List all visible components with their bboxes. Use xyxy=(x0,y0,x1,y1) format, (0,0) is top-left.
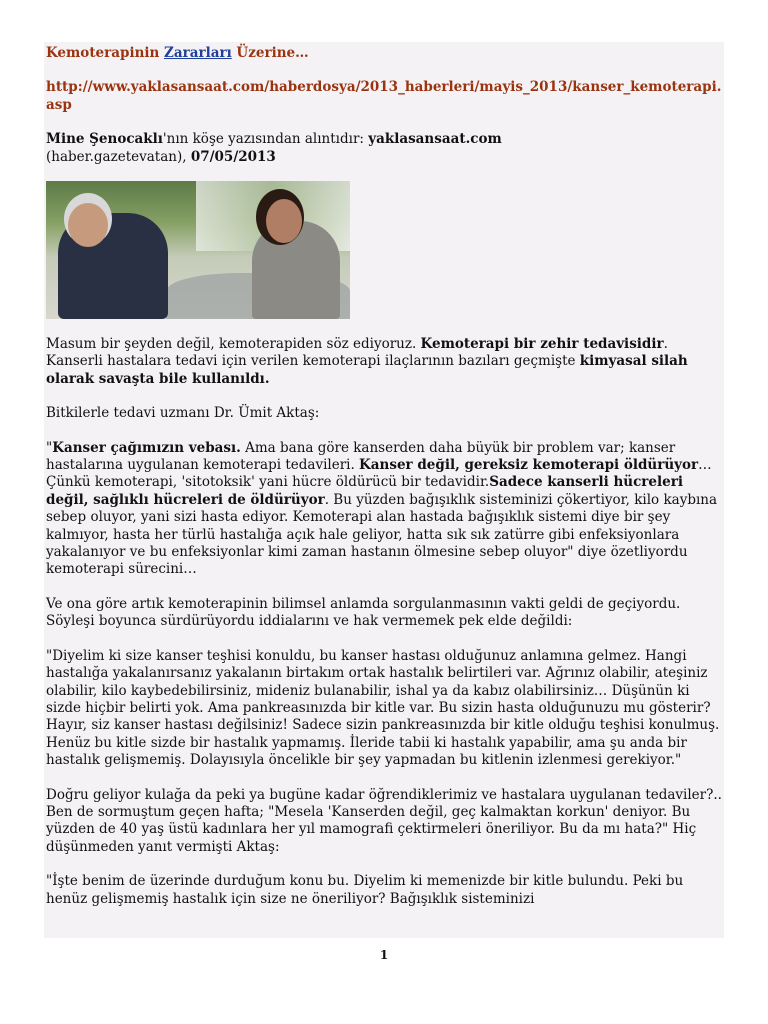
author-name: Mine Şenocaklı xyxy=(46,131,163,147)
source-url[interactable]: http://www.yaklasansaat.com/haberdosya/2013_haberleri/mayis_2013/kanser_kemoterapi.asp xyxy=(46,79,722,113)
p3-text-c: Ama bana göre kanserden daha büyük bir problem var; kanser hastalarına uygulanan kemoterapi tedavileri. xyxy=(46,439,676,474)
p3-text-e: … Çünkü kemoterapi, 'sitotoksik' yani hücre öldürücü bir tedavidir. xyxy=(46,457,712,491)
paragraph-7: "İşte benim de üzerinde durduğum konu bu. Diyelim ki memenizde bir kitle bulundu. Peki bu henüz gelişmemiş hastalık için size ne öneriliyor? Bağışıklık sisteminizi xyxy=(46,873,684,907)
paragraph-1 xyxy=(46,336,724,388)
p1-text-a: Masum bir şeyden değil, kemoterapiden söz ediyoruz. xyxy=(46,336,421,352)
title-text: Kemoterapinin xyxy=(46,45,165,61)
man-head xyxy=(68,203,108,247)
p3-bold-f: Sadece kanserli hücreleri değil, sağlıklı hücreleri de öldürüyor xyxy=(46,474,683,508)
document-title xyxy=(46,44,724,62)
paragraph-4: Ve ona göre artık kemoterapinin bilimsel anlamda sorgulanmasının vakti geldi de geçiyordu. Söyleşi boyunca sürdürüyordu iddialarını ve hak vermemek pek elde değildi: xyxy=(46,595,681,630)
paragraph-2: Bitkilerle tedavi uzmanı Dr. Ümit Aktaş: xyxy=(46,405,320,422)
p3-text-g: . Bu yüzden bağışıklık sisteminizi çökertiyor, kilo kaybına sebep oluyor, yani sizi hasta ediyor. Kemoterapi alan hastada bağışıklık sistemi diye bir şey kalmıyor, hasta her türlü hastalığa açık hale geliyor, hatta sık sık zatürre gibi enfeksiyonlara yakalanıyor ve bu enfeksiyonlar kimi zaman hastanın ölmesine sebep oluyor" diye özetliyordu kemoterapi sürecini… xyxy=(46,491,718,578)
paragraph-6: Doğru geliyor kulağa da peki ya bugüne kadar öğrendiklerimiz ve hastalara uygulanan tedaviler?.. Ben de sormuştum geçen hafta; "Mesela 'Kanserden değil, geç kalmaktan korkun' deniyor. Bu yüzden de 40 yaş üstü kadınlara her yıl mamografi çektirmeleri öneriliyor. Bu da mı hata?" Hiç düşünmeden yanıt vermişti Aktaş: xyxy=(46,786,722,855)
source-site: yaklasansaat.com xyxy=(368,131,502,147)
title-link[interactable]: Zararları xyxy=(164,45,232,61)
document-page xyxy=(44,42,724,938)
title-suffix: Üzerine… xyxy=(231,45,309,61)
source-mid: 'nın köşe yazısından alıntıdır: xyxy=(162,131,369,147)
interview-photo xyxy=(46,181,350,319)
p1-text-c: . Kanserli hastalara tedavi için verilen kemoterapi ilaçlarının bazıları geçmişte xyxy=(46,336,668,370)
page-number: 1 xyxy=(379,948,389,962)
p1-bold-d: kimyasal silah olarak savaşta bile kullanıldı. xyxy=(46,353,688,387)
p3-text-a: " xyxy=(46,439,53,456)
source-line xyxy=(46,130,724,166)
paragraph-3 xyxy=(46,440,724,579)
p1-bold-b: Kemoterapi bir zehir tedavisidir xyxy=(420,336,664,352)
p3-bold-d: Kanser değil, gereksiz kemoterapi öldürüyor xyxy=(359,457,699,474)
p3-bold-b: Kanser çağımızın vebası. xyxy=(52,439,241,456)
woman-head xyxy=(266,199,302,243)
source-date: 07/05/2013 xyxy=(190,149,276,165)
source-origin: (haber.gazetevatan), xyxy=(46,149,191,165)
paragraph-5: "Diyelim ki size kanser teşhisi konuldu, bu kanser hastası olduğunuz anlamına gelmez. Hangi hastalığa yakalanırsanız yakalanın birtakım ortak hastalık belirtileri var. Ağrınız olabilir, ateşiniz olabilir, kilo kaybedebilirsiniz, mideniz bulanabilir, ishal ya da kabız olabilirsiniz… Düşünün ki sizde hiçbir belirti yok. Ama pankreasınızda bir kitle var. Bu sizin hasta olduğunuzu mu gösterir? Hayır, siz kanser hastası değilsiniz! Sadece sizin pankreasınızda bir kitle olduğu teşhisi konulmuş. Henüz bu kitle sizde bir hastalık yapmamış. İleride tabii ki hastalık yapabilir, ama şu anda bir hastalık gelişmemiş. Dolayısıyla öncelikle bir şey yapmadan bu kitlenin izlenmesi gerekiyor." xyxy=(46,647,720,769)
